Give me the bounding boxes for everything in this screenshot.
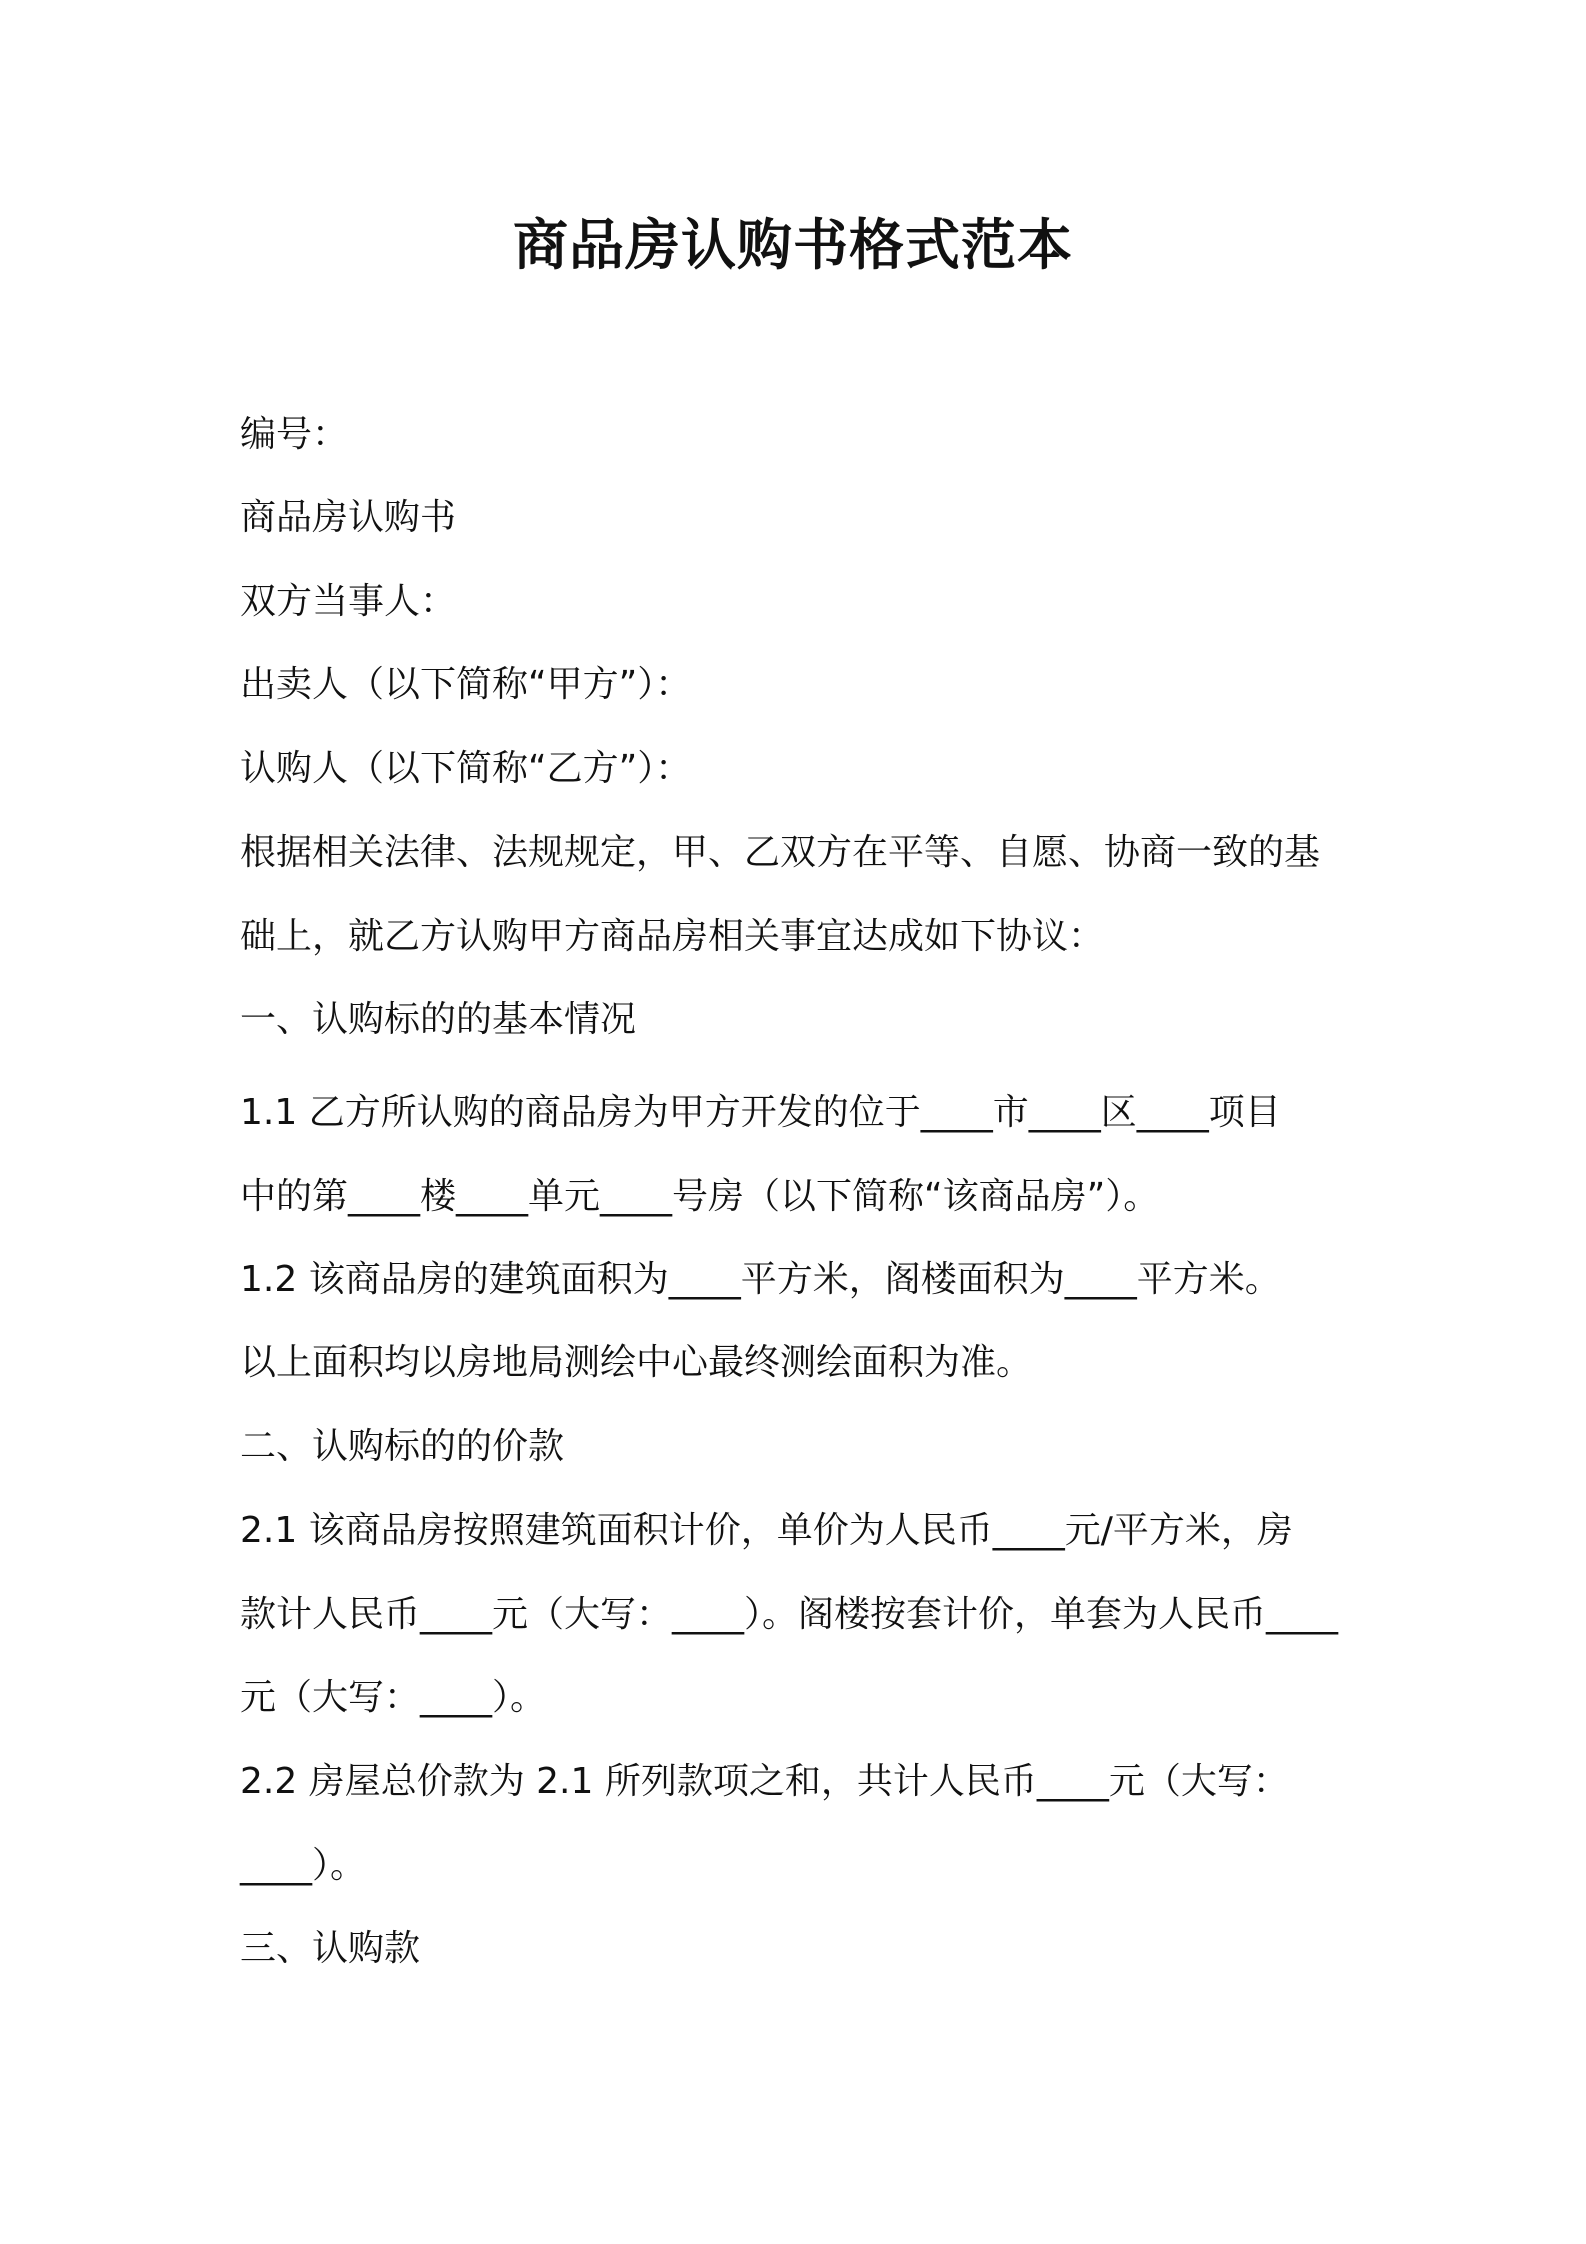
clause-2-1-line-3: 元（大写：____）。 [240, 1677, 547, 1718]
clause-2-1-line-2: 款计人民币____元（大写：____）。阁楼按套计价，单套为人民币____ [240, 1594, 1339, 1635]
document-title: 商品房认购书格式范本 [512, 213, 1073, 277]
section-heading-3: 三、认购款 [240, 1928, 421, 1969]
clause-2-2-line-2: ____）。 [240, 1845, 367, 1886]
document-subtitle: 商品房认购书 [240, 497, 457, 538]
clause-1-2-line-1: 1.2 该商品房的建筑面积为____平方米，阁楼面积为____平方米。 [240, 1259, 1281, 1300]
buyer-label: 认购人（以下简称“乙方”）： [240, 748, 692, 789]
seller-label: 出卖人（以下简称“甲方”）： [240, 664, 692, 705]
clause-1-2-line-2: 以上面积均以房地局测绘中心最终测绘面积为准。 [240, 1342, 1033, 1383]
clause-2-2-line-1: 2.2 房屋总价款为 2.1 所列款项之和，共计人民币____元（大写： [240, 1761, 1289, 1802]
parties-label: 双方当事人： [240, 581, 457, 622]
preamble-line-2: 础上，就乙方认购甲方商品房相关事宜达成如下协议： [240, 916, 1105, 957]
serial-number-label: 编号： [240, 414, 349, 455]
section-heading-1: 一、认购标的的基本情况 [240, 999, 637, 1040]
preamble-line-1: 根据相关法律、法规规定，甲、乙双方在平等、自愿、协商一致的基 [240, 832, 1321, 873]
clause-1-1-line-1: 1.1 乙方所认购的商品房为甲方开发的位于____市____区____项目 [240, 1092, 1281, 1133]
section-heading-2: 二、认购标的的价款 [240, 1426, 565, 1467]
clause-2-1-line-1: 2.1 该商品房按照建筑面积计价，单价为人民币____元/平方米，房 [240, 1510, 1293, 1551]
clause-1-1-line-2: 中的第____楼____单元____号房（以下简称“该商品房”）。 [240, 1176, 1160, 1217]
